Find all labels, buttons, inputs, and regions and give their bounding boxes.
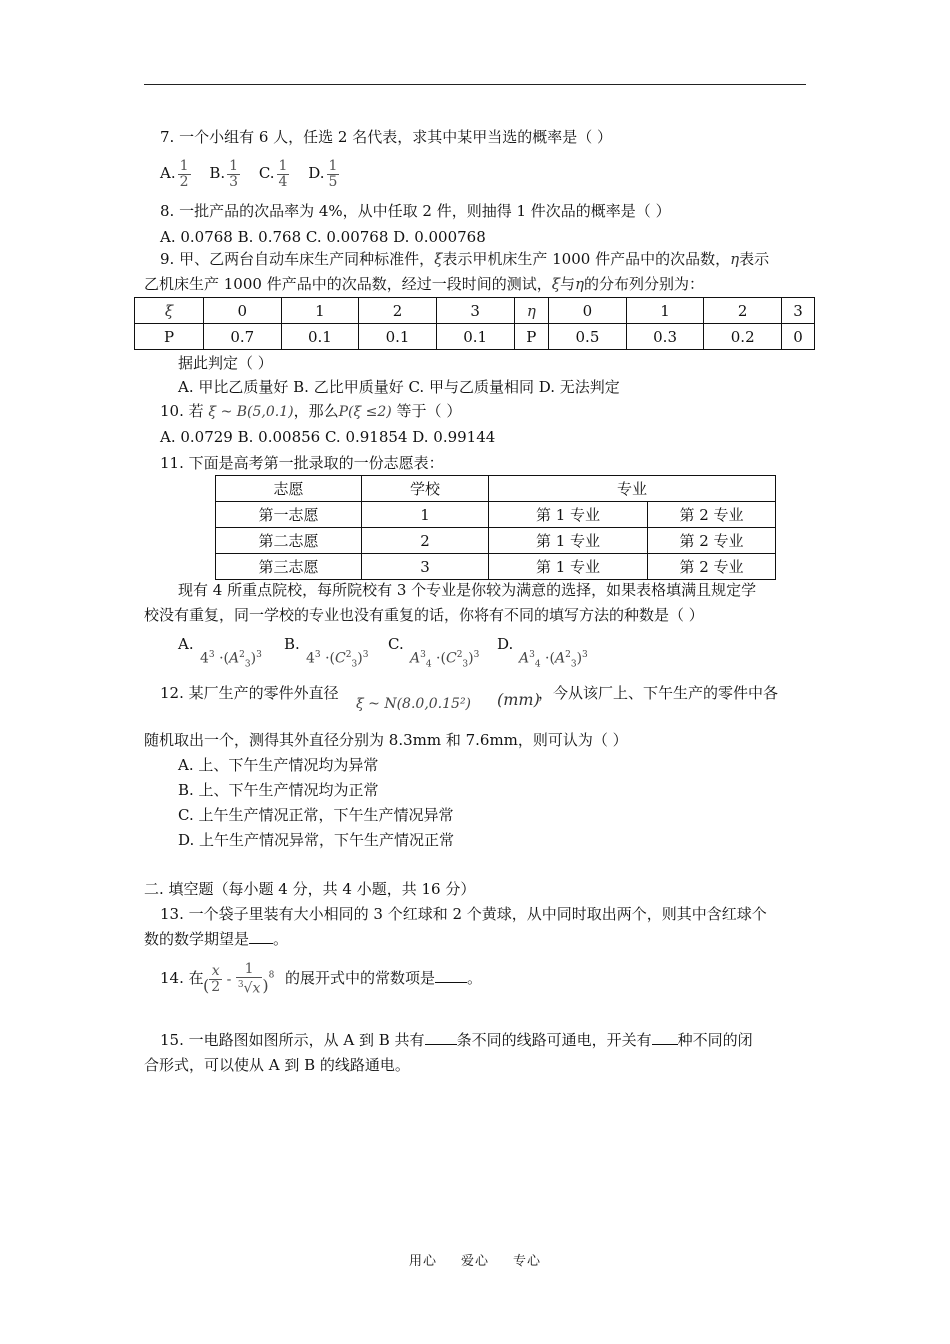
table-row: P 0.7 0.1 0.1 0.1 P 0.5 0.3 0.2 0 (135, 324, 815, 350)
q15-line1: 15. 一电路图如图所示，从 A 到 B 共有 条不同的线路可通电，开关有 种不同的闭 (160, 1031, 753, 1049)
q13-line2: 数的数学期望是 。 (144, 930, 289, 948)
volunteer-table (215, 475, 776, 580)
q12-line2: 随机取出一个，测得其外直径分别为 8.3mm 和 7.6mm，则可认为（ ） (144, 731, 628, 749)
fraction: $\frac{1}{4}$ (278, 157, 288, 190)
q11-formula-c: $A^3_4 \cdot(C^2_3)^3$ (410, 650, 480, 670)
q12-suffix: ，今从该厂上、下午生产的零件中各 (538, 684, 779, 702)
answer-blank[interactable] (652, 1030, 678, 1045)
q12-option-b[interactable]: B. 上、下午生产情况均为正常 (178, 781, 379, 799)
q11-para1: 现有 4 所重点院校，每所院校有 3 个专业是你较为满意的选择，如果表格填满且规定学 (178, 581, 757, 599)
fraction: $\frac{1}{2}$ (179, 157, 189, 190)
q12-formula: ξ ~ N(8.0,0.15²) (356, 696, 472, 712)
table-row: 第三志愿 3 第 1 专业 第 2 专业 (216, 554, 776, 580)
q11-formula-d: $A^3_4 \cdot(A^2_3)^3$ (519, 650, 588, 670)
q10-stem: 10. 若 ξ ~ B(5,0.1)，那么P(ξ ≤2) 等于（ ） (160, 402, 462, 420)
q7-option-c[interactable]: C. $\frac{1}{4}$ (258, 157, 288, 190)
q12-unit: (mm) (497, 690, 540, 709)
answer-blank[interactable] (425, 1030, 457, 1045)
q12-option-d[interactable]: D. 上午生产情况异常，下午生产情况正常 (178, 831, 455, 849)
q12-option-a[interactable]: A. 上、下午生产情况均为异常 (178, 756, 379, 774)
q11-option-d[interactable]: D. (497, 635, 514, 653)
q14-suffix: 的展开式中的常数项是 。 (285, 969, 483, 987)
page-footer: 用心 爱心 专心 (408, 1254, 542, 1269)
section-heading: 二. 填空题（每小题 4 分，共 4 小题，共 16 分） (144, 880, 476, 898)
q12-option-c[interactable]: C. 上午生产情况正常，下午生产情况异常 (178, 806, 454, 824)
table-row: 第二志愿 2 第 1 专业 第 2 专业 (216, 528, 776, 554)
q8-stem: 8. 一批产品的次品率为 4%，从中任取 2 件，则抽得 1 件次品的概率是（ ） (160, 202, 671, 220)
answer-blank[interactable] (249, 929, 273, 944)
q11-formula-b: $4^3 \cdot(C^2_3)^3$ (306, 650, 369, 670)
q11-stem: 11. 下面是高考第一批录取的一份志愿表： (160, 454, 444, 472)
q11-option-b[interactable]: B. (284, 635, 300, 653)
answer-blank[interactable] (435, 968, 467, 983)
q7-option-a[interactable]: A. $\frac{1}{2}$ (160, 157, 189, 190)
table-row: 第一志愿 1 第 1 专业 第 2 专业 (216, 502, 776, 528)
table-row: 志愿 学校 专业 (216, 476, 776, 502)
q8-options[interactable]: A. 0.0768 B. 0.768 C. 0.00768 D. 0.000768 (160, 228, 486, 246)
q11-option-a[interactable]: A. (178, 635, 194, 653)
q13-line1: 13. 一个袋子里装有大小相同的 3 个红球和 2 个黄球，从中同时取出两个，则其中含红球个 (160, 905, 767, 923)
q14-prefix: 14. 在 (160, 969, 204, 987)
q10-options[interactable]: A. 0.0729 B. 0.00856 C. 0.91854 D. 0.99144 (160, 428, 496, 446)
q11-formula-a: $4^3 \cdot(A^2_3)^3$ (200, 650, 262, 670)
table-row: ξ 0 1 2 3 η 0 1 2 3 (135, 298, 815, 324)
fraction: $\frac{1}{3}$ (229, 157, 239, 190)
q9-judge: 据此判定（ ） (178, 354, 273, 372)
q9-line2: 乙机床生产 1000 件产品中的次品数，经过一段时间的测试，ξ与η的分布列分别为： (144, 275, 705, 293)
q11-para2: 校没有重复，同一学校的专业也没有重复的话，你将有不同的填写方法的种数是（ ） (144, 606, 704, 624)
q7-option-b[interactable]: B. $\frac{1}{3}$ (209, 157, 239, 190)
q14-expression: ( $\frac{x}{2}$ - $\frac{1}{^3√x}$ )$^8$ (203, 961, 275, 997)
q7-stem: 7. 一个小组有 6 人，任选 2 名代表，求其中某甲当选的概率是（ ） (160, 128, 613, 146)
q9-line1: 9. 甲、乙两台自动车床生产同种标准件，ξ表示甲机床生产 1000 件产品中的次品数，η表示 (160, 250, 770, 268)
q7-option-d[interactable]: D. $\frac{1}{5}$ (308, 157, 338, 190)
q7-options (160, 156, 353, 190)
q15-line2: 合形式，可以使从 A 到 B 的线路通电。 (144, 1056, 410, 1074)
distribution-table (134, 297, 815, 350)
q9-options[interactable]: A. 甲比乙质量好 B. 乙比甲质量好 C. 甲与乙质量相同 D. 无法判定 (178, 378, 620, 396)
header-rule (144, 84, 806, 85)
q11-option-c[interactable]: C. (388, 635, 404, 653)
q12-prefix: 12. 某厂生产的零件外直径 (160, 684, 339, 702)
fraction: $\frac{1}{5}$ (328, 157, 338, 190)
